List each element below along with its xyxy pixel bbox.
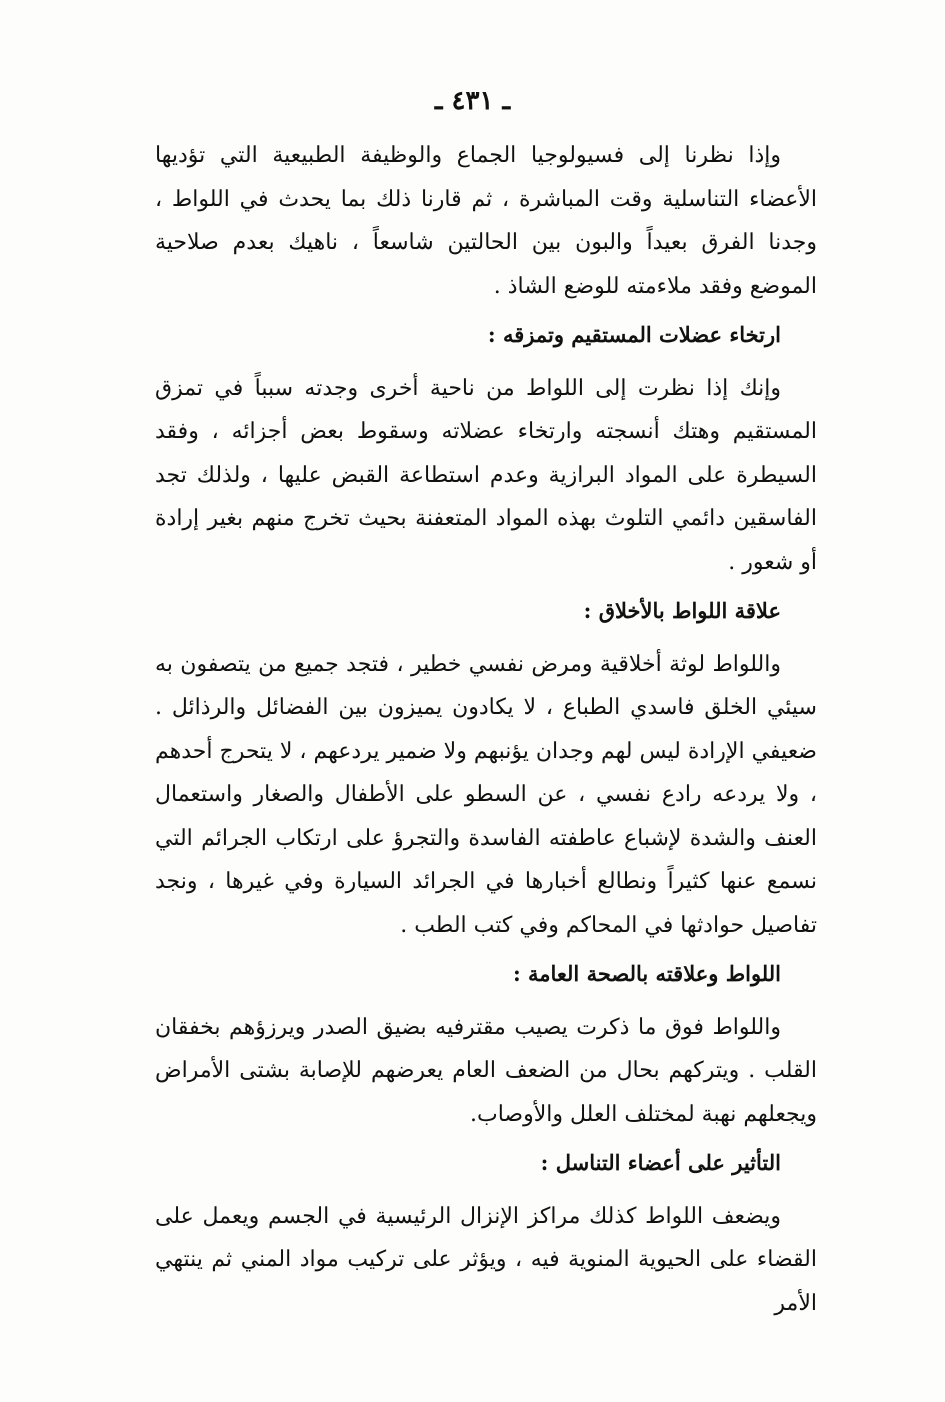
section-heading-public-health: اللواط وعلاقته بالصحة العامة : (512, 961, 781, 986)
section-heading-morals: علاقة اللواط بالأخلاق : (583, 598, 781, 623)
section-paragraph-morals: واللواط لوثة أخلاقية ومرض نفسي خطير ، فتجد جميع من يتصفون به سيئي الخلق فاسدي الطباع ، لا يكادون يميزون بين الفضائل والرذائل . ضعيفي الإرادة ليس لهم وجدان يؤنبهم ولا ضمير يردعهم ، لا يتحرج أحدهم ، ولا يردعه رادع نفسي ، عن السطو على الأطفال والصغار واستعمال العنف والشدة لإشباع عاطفته الفاسدة والتجرؤ على ارتكاب الجرائم التي نسمع عنها كثيراً ونطالع أخبارها في الجرائد السيارة وفي غيرها ، ونجد تفاصيل حوادثها في المحاكم وفي كتب الطب . (155, 651, 817, 938)
section-paragraph-public-health: واللواط فوق ما ذكرت يصيب مقترفيه بضيق الصدر ويرزؤهم بخفقان القلب . ويتركهم بحال من الضعف العام يعرضهم للإصابة بشتى الأمراض ويجعلهم نهبة لمختلف العلل والأوصاب. (155, 1014, 817, 1127)
section-heading-reproductive-organs: التأثير على أعضاء التناسل : (540, 1150, 781, 1175)
page-body (155, 134, 817, 1325)
section-paragraph-rectum: وإنك إذا نظرت إلى اللواط من ناحية أخرى وجدته سبباً في تمزق المستقيم وهتك أنسجته وارتخاء عضلاته وسقوط بعض أجزائه ، وفقد السيطرة على المواد البرازية وعدم استطاعة القبض عليها ، ولذلك تجد الفاسقين دائمي التلوث بهذه المواد المتعفنة بحيث تخرج منهم بغير إرادة أو شعور . (155, 375, 817, 575)
page-number: ـ ٤٣١ ـ (434, 86, 511, 116)
intro-paragraph: وإذا نظرنا إلى فسيولوجيا الجماع والوظيفة الطبيعية التي تؤديها الأعضاء التناسلية وقت المباشرة ، ثم قارنا ذلك بما يحدث في اللواط ، وجدنا الفرق بعيداً والبون بين الحالتين شاسعاً ، ناهيك بعدم صلاحية الموضع وفقد ملاءمته للوضع الشاذ . (155, 143, 817, 299)
section-paragraph-reproductive-organs: ويضعف اللواط كذلك مراكز الإنزال الرئيسية في الجسم ويعمل على القضاء على الحيوية المنوية فيه ، ويؤثر على تركيب مواد المني ثم ينتهي الأمر (155, 1203, 817, 1316)
section-heading-rectum: ارتخاء عضلات المستقيم وتمزقه : (487, 322, 781, 347)
